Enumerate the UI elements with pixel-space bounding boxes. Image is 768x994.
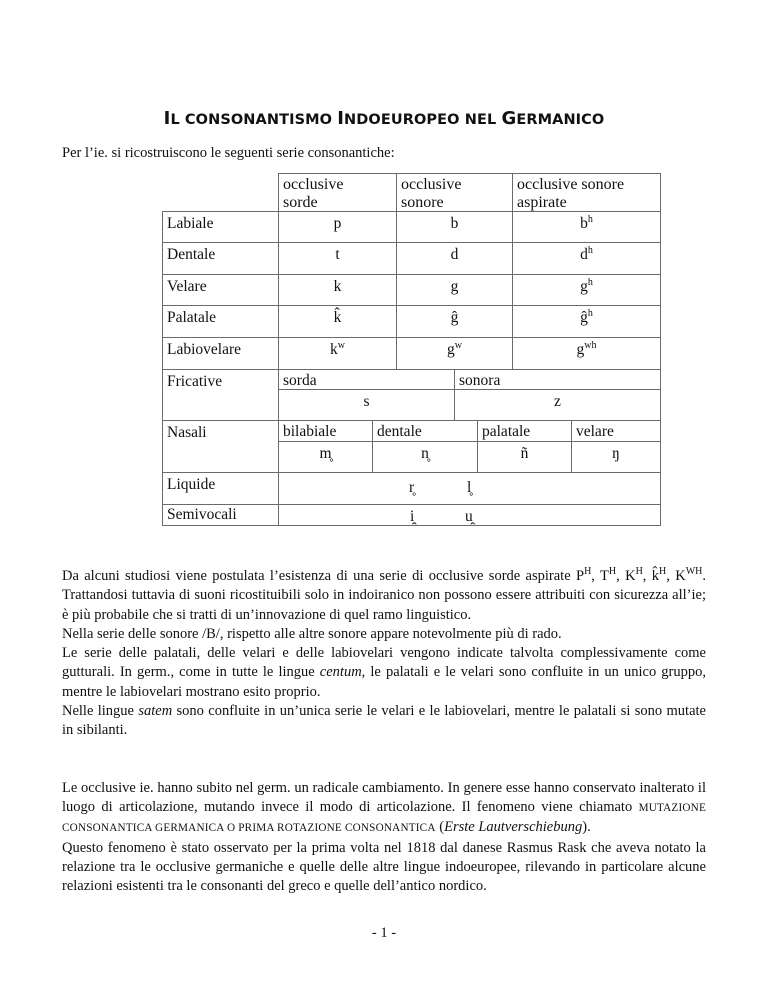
- row-label: Labiale: [162, 211, 279, 243]
- table-cell: [278, 211, 397, 243]
- symbol: k: [330, 341, 338, 358]
- table-cell: [396, 305, 513, 338]
- symbol: i̯: [410, 508, 415, 525]
- symbol: g: [447, 341, 455, 358]
- header-cell: [278, 173, 397, 212]
- symbol: d: [450, 246, 459, 263]
- header-line: sonore: [401, 194, 444, 211]
- title-part: ERMANICO: [516, 112, 605, 128]
- table-cell: [278, 472, 661, 505]
- table-cell: [278, 337, 397, 370]
- superscript: w: [454, 340, 462, 351]
- subheader-cell: dentale: [372, 420, 478, 442]
- text-run: Le serie delle palatali, delle velari e delle labiovelari vengono indicate talvolta complessivamente come gutturali. In germ., come in tutte le lingue: [62, 645, 706, 681]
- subheader-cell: sorda: [278, 369, 455, 390]
- table-cell: [278, 274, 397, 306]
- text-run: ).: [582, 819, 591, 836]
- header-line: occlusive sonore: [517, 176, 625, 193]
- intro-text: Per l’ie. si ricostruiscono le seguenti serie consonantiche:: [62, 145, 395, 161]
- header-cell: [396, 173, 513, 212]
- symbol: g: [576, 341, 585, 358]
- table-cell: m̥: [278, 441, 373, 473]
- text-run: , k̂: [642, 568, 660, 584]
- symbol: b: [580, 215, 588, 232]
- table-cell: [512, 337, 661, 370]
- table-cell: s: [278, 389, 455, 421]
- italic-term: satem: [138, 703, 173, 720]
- title-initial: I: [337, 108, 345, 129]
- title-initial: I: [163, 108, 171, 129]
- row-label: Semivocali: [162, 504, 279, 526]
- paragraph: Nella serie delle sonore /B/, rispetto alle altre sonore appare notevolmente più di rado.: [62, 625, 562, 642]
- symbol: p: [333, 215, 342, 232]
- paragraph: [62, 779, 706, 839]
- paragraph: [62, 702, 706, 741]
- text-run: Nelle lingue: [62, 703, 139, 720]
- superscript: H: [584, 566, 592, 577]
- superscript: h: [587, 308, 593, 319]
- small-caps-term: MUTAZIONE CONSONANTICA GERMANICA O PRIMA ROTAZIONE CONSONANTICA: [62, 801, 706, 835]
- text-run: , K: [616, 568, 636, 584]
- superscript: WH: [685, 566, 703, 577]
- table-cell: [396, 337, 513, 370]
- text-run: . Trattandosi tuttavia di suoni ricostituibili solo in indoiranico non possono essere attribuiti con sicurezza all’ie; è più probabile che si tratti di un’innovazione di quel ramo linguistico.: [62, 568, 706, 623]
- page-title: [0, 108, 768, 129]
- superscript: H: [608, 566, 617, 577]
- italic-term: centum: [319, 664, 362, 681]
- table-cell: [396, 242, 513, 275]
- symbol: k̂: [333, 309, 342, 326]
- row-label: Fricative: [162, 369, 279, 421]
- italic-term: Erste Lautverschiebung: [444, 819, 583, 836]
- paragraph: [62, 567, 706, 625]
- table-cell: ŋ: [571, 441, 661, 473]
- header-line: aspirate: [517, 194, 567, 211]
- table-cell: z: [454, 389, 661, 421]
- page-number: - 1 -: [371, 925, 397, 941]
- table-cell: [278, 504, 661, 526]
- table-cell: n̥: [372, 441, 478, 473]
- row-label: Labiovelare: [162, 337, 279, 370]
- table-cell: ñ: [477, 441, 572, 473]
- superscript: h: [587, 245, 593, 256]
- text-run: Da alcuni studiosi viene postulata l’esistenza di una serie di occlusive sorde aspirate P: [62, 568, 585, 584]
- subheader-cell: palatale: [477, 420, 572, 442]
- spacer: [62, 741, 706, 779]
- subheader-cell: bilabiale: [278, 420, 373, 442]
- table-cell: [512, 274, 661, 306]
- symbol: ĝ: [580, 309, 588, 326]
- superscript: h: [587, 214, 593, 225]
- symbol: b: [450, 215, 459, 232]
- title-part: L CONSONANTISMO: [170, 112, 338, 128]
- row-label: Liquide: [162, 472, 279, 505]
- subheader-cell: sonora: [454, 369, 661, 390]
- text-run: , K: [666, 568, 686, 584]
- text-run: , T: [591, 568, 609, 584]
- superscript: H: [635, 566, 643, 577]
- text-run: sono confluite in un’unica serie le velari e le labiovelari, mentre le palatali si sono mutate in sibilanti.: [62, 703, 706, 739]
- superscript: H: [659, 566, 667, 577]
- row-label: Dentale: [162, 242, 279, 275]
- table-cell: [278, 242, 397, 275]
- paragraph: [62, 644, 706, 702]
- symbol: k: [333, 278, 342, 295]
- symbol: r̥: [409, 479, 415, 496]
- subheader-cell: velare: [571, 420, 661, 442]
- symbol: g: [580, 278, 588, 295]
- table-cell: [278, 305, 397, 338]
- title-initial: G: [501, 108, 517, 129]
- table-cell: [512, 305, 661, 338]
- superscript: wh: [584, 340, 597, 351]
- superscript: h: [587, 277, 593, 288]
- text-run: (: [435, 819, 445, 836]
- row-label: Nasali: [162, 420, 279, 473]
- symbol: g: [450, 278, 459, 295]
- table-cell: [512, 242, 661, 275]
- body-text: [62, 567, 706, 896]
- header-cell: [512, 173, 661, 212]
- header-line: sorde: [283, 194, 318, 211]
- symbol: l̥: [467, 479, 472, 496]
- title-part: NDOEUROPEO NEL: [344, 112, 502, 128]
- text-run: Le occlusive ie. hanno subito nel germ. un radicale cambiamento. In genere esse hanno conservato inalterato il luogo di articolazione, mutando invece il modo di articolazione. Il fenomeno viene chiamato: [62, 779, 706, 815]
- row-label: Velare: [162, 274, 279, 306]
- header-line: occlusive: [401, 176, 462, 193]
- symbol: t: [335, 246, 340, 263]
- header-line: occlusive: [283, 176, 344, 193]
- text-run: , le palatali e le velari sono confluite in un unico gruppo, mentre le labiovelari mostrano esito proprio.: [62, 664, 706, 700]
- row-label: Palatale: [162, 305, 279, 338]
- table-cell: [512, 211, 661, 243]
- table-cell: [396, 211, 513, 243]
- paragraph: Questo fenomeno è stato osservato per la prima volta nel 1818 dal danese Rasmus Rask che aveva notato la relazione tra le occlusive germaniche e quelle delle altre lingue indoeuropee, rilevando in particolare alcune relazioni esistenti tra le consonanti del greco e quelle dell’antico nordico.: [62, 839, 706, 895]
- superscript: w: [337, 340, 345, 351]
- table-cell: [396, 274, 513, 306]
- symbol: d: [580, 246, 588, 263]
- symbol: u̯: [465, 508, 473, 525]
- symbol: ĝ: [450, 309, 459, 326]
